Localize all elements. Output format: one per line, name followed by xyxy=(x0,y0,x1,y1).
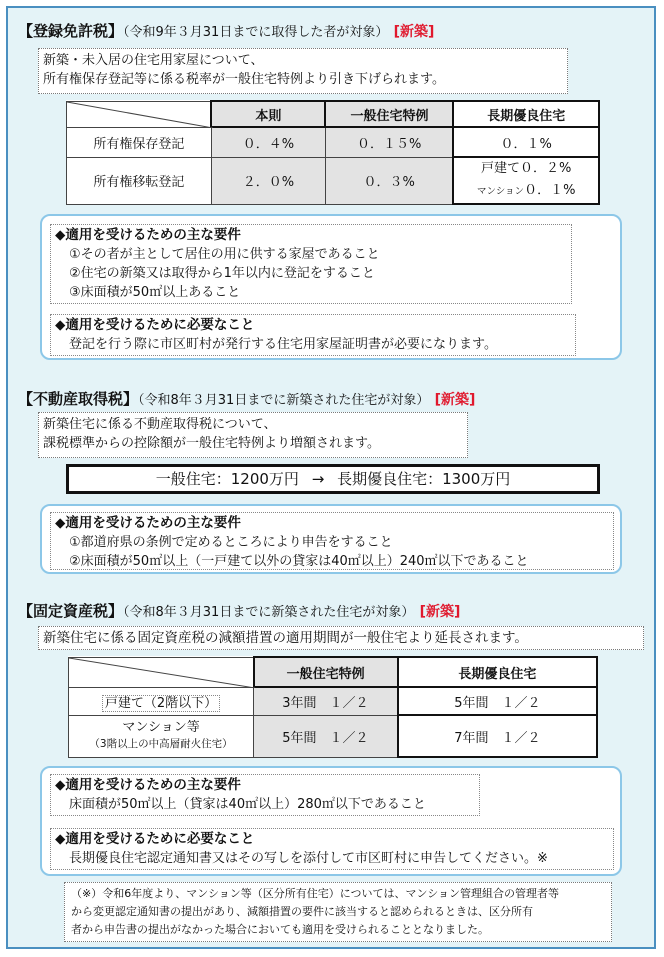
registration-heading xyxy=(18,20,434,41)
property-requirements xyxy=(50,774,480,816)
registration-rate-table xyxy=(66,100,600,205)
rate-long-term: ０．１% xyxy=(453,127,599,157)
period-long-term: 5年間 １／２ xyxy=(398,687,597,715)
property-heading xyxy=(18,600,460,621)
row-label: 所有権移転登記 xyxy=(67,157,212,204)
period-general: 5年間 １／２ xyxy=(254,715,398,757)
registration-desc-line-1: 新築・未入居の住宅用家屋について、 xyxy=(43,53,264,68)
row-label-main: マンション等 xyxy=(122,720,200,735)
corner-diagonal xyxy=(67,102,213,128)
property-title: 【固定資産税】 xyxy=(18,602,124,620)
requirement-item: ①都道府県の条例で定めるところにより申告をすること xyxy=(69,535,393,550)
acquisition-new-tag: [新築] xyxy=(434,392,476,408)
property-needs xyxy=(50,828,614,870)
row-label: 所有権保存登記 xyxy=(67,127,212,157)
footnote-line-1: （※）令和6年度より、マンション等（区分所有住宅）については、マンション管理組合の管理者等 xyxy=(71,887,560,900)
property-reduction-table xyxy=(68,656,598,758)
requirement-item: ①その者が主として居住の用に供する家屋であること xyxy=(69,247,380,262)
footnote xyxy=(64,882,612,942)
header-general: 一般住宅特例 xyxy=(325,101,453,127)
acquisition-period: （令和8年３月31日までに新築された住宅が対象） xyxy=(138,393,430,408)
registration-description xyxy=(38,48,568,94)
footnote-line-3: 者から申告書の提出がなかった場合においても適用を受けられることとなりました。 xyxy=(71,923,489,936)
row-label-text: 戸建て（2階以下） xyxy=(102,695,220,712)
needs-heading: ◆適用を受けるために必要なこと xyxy=(55,831,255,847)
table-row xyxy=(69,715,598,757)
header-general: 一般住宅特例 xyxy=(254,657,398,687)
deduction-long-term: 長期優良住宅：1300万円 xyxy=(337,470,511,488)
acquisition-requirements-box xyxy=(40,504,622,574)
arrow-icon: → xyxy=(311,470,325,488)
table-corner xyxy=(67,101,212,127)
requirements-heading: ◆適用を受けるための主な要件 xyxy=(55,777,241,793)
header-long-term: 長期優良住宅 xyxy=(453,101,599,127)
registration-desc-line-2: 所有権保存登記等に係る税率が一般住宅特例より引き下げられます。 xyxy=(43,72,445,87)
property-new-tag: [新築] xyxy=(419,604,461,620)
requirement-item: ②住宅の新築又は取得から1年以内に登記をすること xyxy=(69,266,375,281)
rate-general: ０．３% xyxy=(325,157,453,204)
acquisition-description xyxy=(38,412,468,458)
needs-text: 長期優良住宅認定通知書又はその写しを添付して市区町村に申告してください。※ xyxy=(69,851,548,866)
table-row xyxy=(69,687,598,715)
acquisition-desc-line-2: 課税標準からの控除額が一般住宅特例より増額されます。 xyxy=(43,436,380,451)
rate-condo-label: マンション xyxy=(476,186,525,197)
footnote-line-2: から変更認定通知書の提出があり、減額措置の要件に該当すると認められるときは、区分所有 xyxy=(71,905,533,918)
requirement-item: 床面積が50㎡以上（貸家は40㎡以上）280㎡以下であること xyxy=(69,797,426,812)
property-description: 新築住宅に係る固定資産税の減額措置の適用期間が一般住宅より延長されます。 xyxy=(38,626,644,650)
rate-standard: ０．４% xyxy=(211,127,325,157)
period-general: 3年間 １／２ xyxy=(254,687,398,715)
header-long-term: 長期優良住宅 xyxy=(398,657,597,687)
requirements-heading: ◆適用を受けるための主な要件 xyxy=(55,227,241,243)
registration-period: （令和9年３月31日までに取得した者が対象） xyxy=(123,25,389,40)
deduction-general: 一般住宅：1200万円 xyxy=(155,470,299,488)
corner-diagonal xyxy=(69,658,255,688)
registration-requirements-box xyxy=(40,214,622,360)
acquisition-requirements xyxy=(50,512,614,570)
acquisition-heading xyxy=(18,388,475,409)
rate-long-term xyxy=(453,157,599,204)
rate-detached: 戸建て０．２% xyxy=(481,161,572,176)
page-frame xyxy=(6,6,656,949)
table-row xyxy=(67,157,600,204)
registration-requirements xyxy=(50,224,572,304)
row-label-sub: （3階以上の中高層耐火住宅） xyxy=(89,738,233,750)
requirement-item: ③床面積が50㎡以上あること xyxy=(69,285,241,300)
property-requirements-box xyxy=(40,766,622,876)
deduction-highlight-box xyxy=(66,464,600,494)
requirement-item: ②床面積が50㎡以上（一戸建て以外の貸家は40㎡以上）240㎡以下であること xyxy=(69,554,529,569)
rate-standard: ２．０% xyxy=(211,157,325,204)
table-corner xyxy=(69,657,254,687)
table-row xyxy=(67,127,600,157)
registration-title: 【登録免許税】 xyxy=(18,22,124,40)
needs-heading: ◆適用を受けるために必要なこと xyxy=(55,317,255,333)
rate-condo: ０．１% xyxy=(524,183,576,198)
acquisition-title: 【不動産取得税】 xyxy=(18,390,139,408)
registration-new-tag: [新築] xyxy=(393,24,435,40)
acquisition-desc-line-1: 新築住宅に係る不動産取得税について、 xyxy=(43,417,277,432)
property-period: （令和8年３月31日までに新築された住宅が対象） xyxy=(123,605,415,620)
row-label xyxy=(69,715,254,757)
period-long-term: 7年間 １／２ xyxy=(398,715,597,757)
registration-needs xyxy=(50,314,576,356)
rate-general: ０．１５% xyxy=(325,127,453,157)
needs-text: 登記を行う際に市区町村が発行する住宅用家屋証明書が必要になります。 xyxy=(69,337,497,352)
requirements-heading: ◆適用を受けるための主な要件 xyxy=(55,515,241,531)
row-label xyxy=(69,687,254,715)
header-standard: 本則 xyxy=(211,101,325,127)
